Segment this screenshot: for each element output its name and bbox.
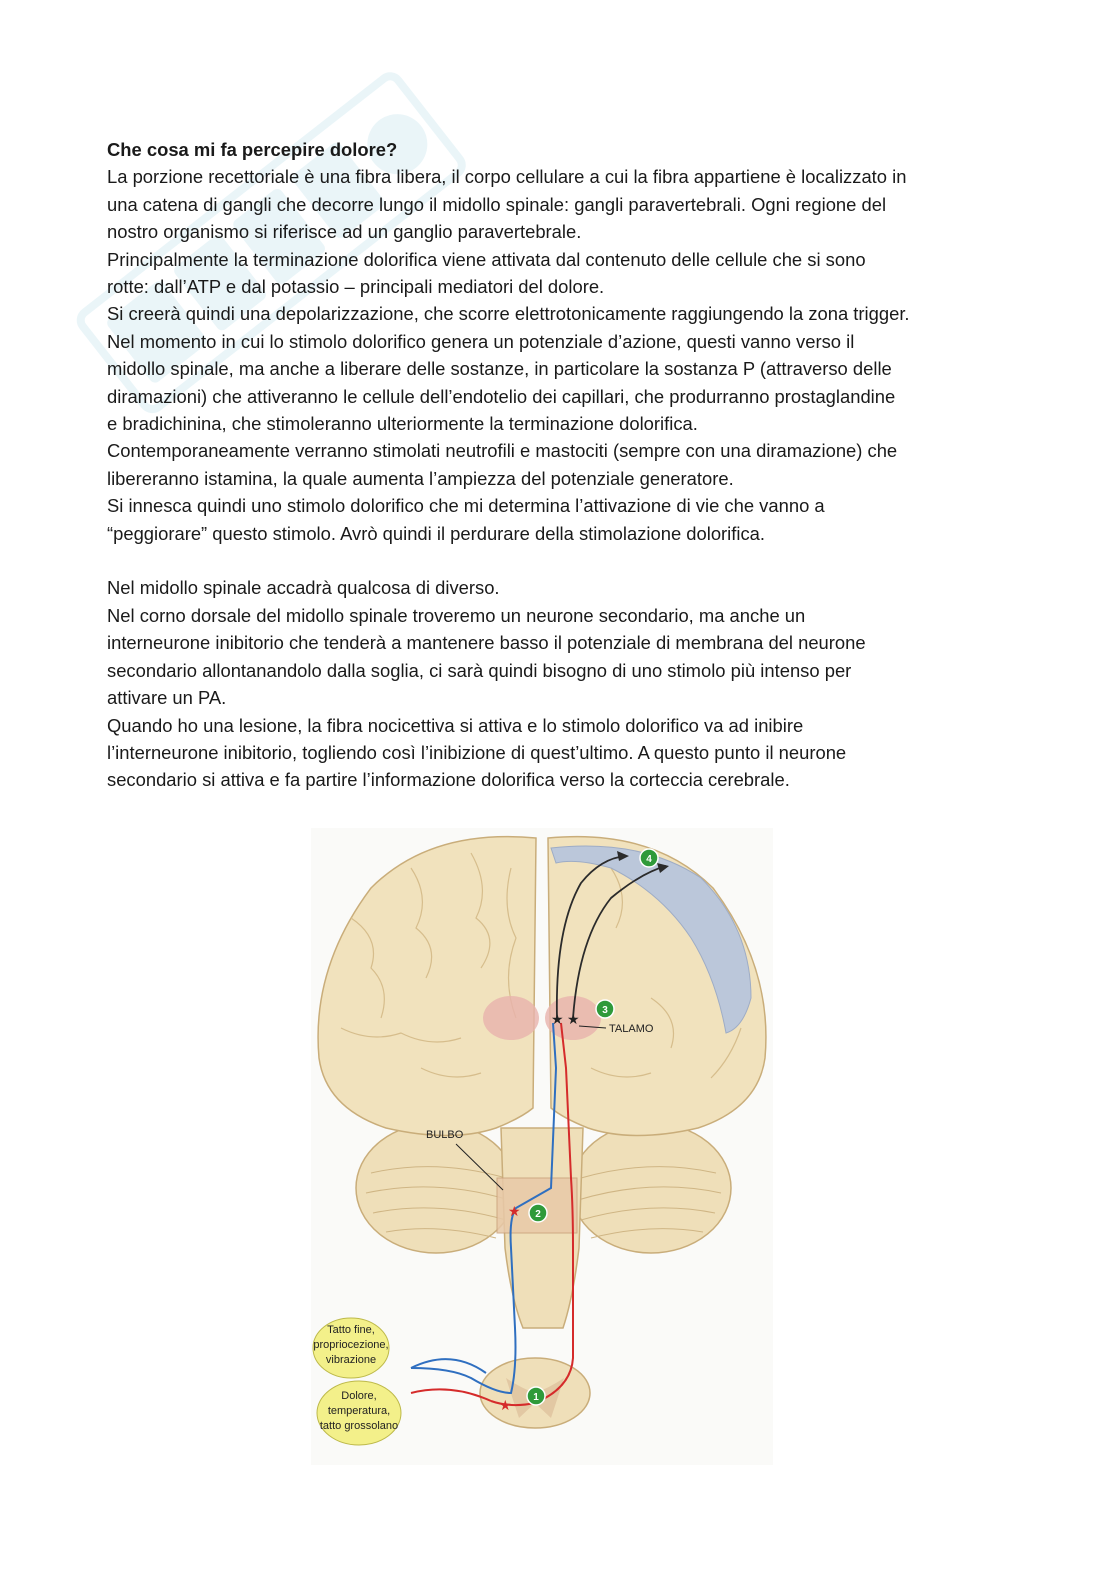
marker-4-label: 4 bbox=[646, 854, 652, 865]
marker-1 bbox=[527, 1387, 545, 1405]
text-line: attivare un PA. bbox=[107, 687, 227, 709]
text-line: interneurone inibitorio che tenderà a mantenere basso il potenziale di membrana del neurone bbox=[107, 632, 866, 654]
cerebellum-left bbox=[356, 1123, 516, 1253]
thalamus-left bbox=[483, 996, 539, 1040]
neuron-star-thalamus-1: ★ bbox=[551, 1012, 564, 1028]
touch-label-line1: Tatto fine, bbox=[327, 1324, 375, 1336]
marker-1-label: 1 bbox=[533, 1392, 539, 1403]
pain-label-line3: tatto grossolano bbox=[319, 1420, 399, 1432]
cerebellum-right bbox=[571, 1123, 731, 1253]
text-line: Principalmente la terminazione dolorifica viene attivata dal contenuto delle cellule che si sono bbox=[107, 248, 866, 270]
text-line: diramazioni) che attiveranno le cellule dell’endotelio dei capillari, che produrranno prostaglandine bbox=[107, 385, 896, 407]
touch-label-line2: propriocezione, bbox=[313, 1339, 389, 1351]
text-line: Contemporaneamente verranno stimolati neutrofili e mastociti (sempre con una diramazione) che bbox=[107, 440, 898, 462]
text-line: Si innesca quindi uno stimolo dolorifico che mi determina l’attivazione di vie che vanno a bbox=[107, 495, 825, 517]
bulbo-label: BULBO bbox=[426, 1129, 464, 1141]
neuron-star-thalamus-2: ★ bbox=[567, 1012, 580, 1028]
paragraph-gap bbox=[107, 547, 1012, 574]
text-line: Nel midollo spinale accadrà qualcosa di diverso. bbox=[107, 577, 500, 599]
text-line: La porzione recettoriale è una fibra libera, il corpo cellulare a cui la fibra appartiene è localizzato in bbox=[107, 166, 907, 188]
text-line: Si creerà quindi una depolarizzazione, che scorre elettrotonicamente raggiungendo la zona trigger. bbox=[107, 303, 910, 325]
text-line: midollo spinale, ma anche a liberare delle sostanze, in particolare la sostanza P (attraverso delle bbox=[107, 358, 892, 380]
brain-pathway-figure bbox=[311, 828, 773, 1465]
marker-2-label: 2 bbox=[535, 1209, 541, 1220]
pain-label-line1: Dolore, bbox=[341, 1390, 377, 1402]
neuron-star-medulla: ★ bbox=[508, 1204, 521, 1220]
marker-4 bbox=[640, 849, 658, 867]
marker-3 bbox=[596, 1000, 614, 1018]
talamo-label: TALAMO bbox=[609, 1023, 654, 1035]
text-line: rotte: dall’ATP e dal potassio – principali mediatori del dolore. bbox=[107, 276, 605, 298]
text-body bbox=[107, 136, 1012, 794]
pain-label-line2: temperatura, bbox=[327, 1405, 391, 1417]
text-line: secondario allontanandolo dalla soglia, ci sarà quindi bisogno di uno stimolo più intenso per bbox=[107, 659, 852, 681]
text-line: Nel corno dorsale del midollo spinale troveremo un neurone secondario, ma anche un bbox=[107, 604, 806, 626]
neuron-star-spinal: ★ bbox=[499, 1398, 512, 1414]
brain-pathway-diagram bbox=[311, 828, 773, 1465]
text-line: Nel momento in cui lo stimolo dolorifico genera un potenziale d’azione, questi vanno verso il bbox=[107, 330, 855, 352]
document-title: Che cosa mi fa percepire dolore? bbox=[107, 139, 398, 160]
text-line: nostro organismo si riferisce ad un ganglio paravertebrale. bbox=[107, 221, 582, 243]
text-line: “peggiorare” questo stimolo. Avrò quindi il perdurare della stimolazione dolorifica. bbox=[107, 522, 765, 544]
marker-2 bbox=[529, 1204, 547, 1222]
text-line: e bradichinina, che stimoleranno ulteriormente la terminazione dolorifica. bbox=[107, 413, 698, 435]
text-line: l’interneurone inibitorio, togliendo così l’inibizione di quest’ultimo. A questo punto il neurone bbox=[107, 741, 847, 763]
text-line: secondario si attiva e fa partire l’informazione dolorifica verso la corteccia cerebrale. bbox=[107, 769, 790, 791]
touch-label-line3: vibrazione bbox=[325, 1354, 377, 1366]
text-line: libereranno istamina, la quale aumenta l’ampiezza del potenziale generatore. bbox=[107, 467, 734, 489]
text-line: una catena di gangli che decorre lungo il midollo spinale: gangli paravertebrali. Ogni regione del bbox=[107, 193, 887, 215]
marker-3-label: 3 bbox=[602, 1005, 608, 1016]
text-line: Quando ho una lesione, la fibra nocicettiva si attiva e lo stimolo dolorifico va ad inibire bbox=[107, 714, 804, 736]
